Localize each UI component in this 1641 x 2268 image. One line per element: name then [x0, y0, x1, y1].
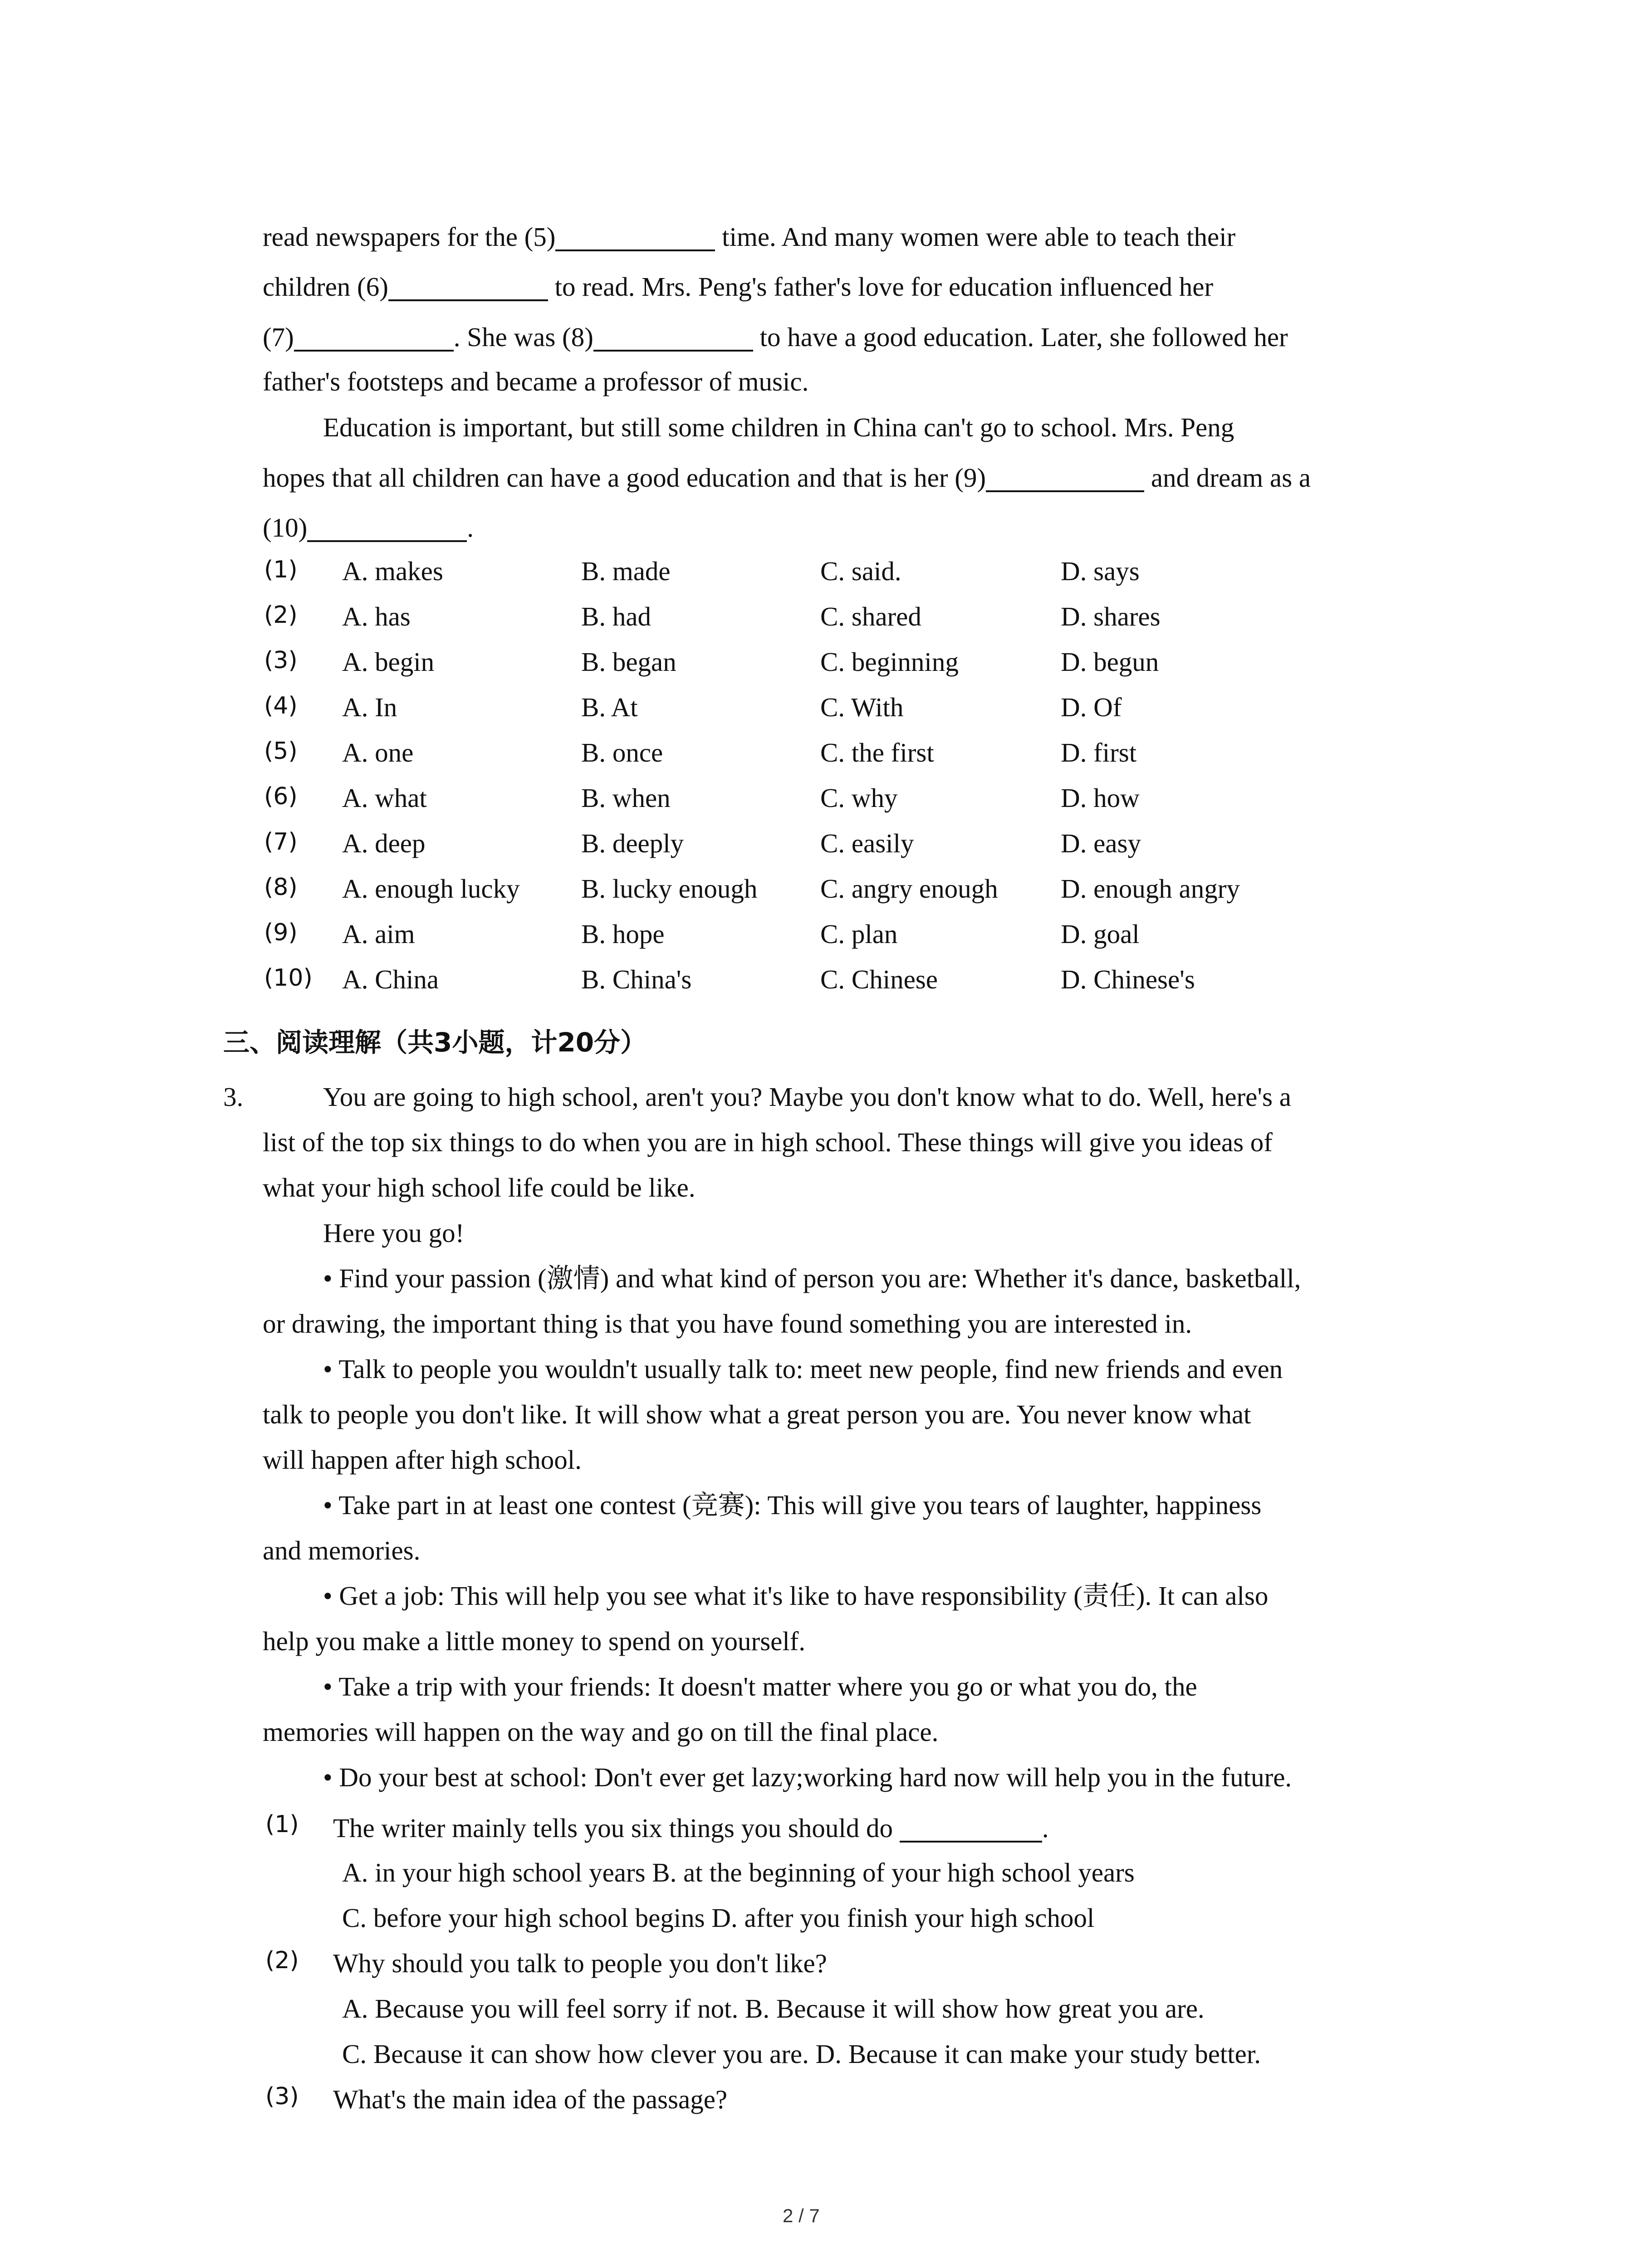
option-b[interactable]: B. made [581, 556, 671, 586]
option-line[interactable]: A. Because you will feel sorry if not. B. Because it will show how great you are. [342, 1994, 1205, 2024]
passage-line [263, 323, 1288, 352]
answer-blank-10[interactable] [307, 513, 467, 542]
question-number: (1) [264, 556, 298, 583]
bullet-item: • Find your passion (激情) and what kind of person you are: Whether it's dance, basketball, [323, 1263, 1301, 1293]
answer-blank-6[interactable] [388, 273, 548, 301]
option-c[interactable]: C. shared [820, 601, 921, 631]
question-text: . [1042, 1813, 1049, 1843]
option-d[interactable]: D. enough angry [1061, 874, 1240, 904]
option-a[interactable]: A. aim [342, 919, 415, 949]
option-c[interactable]: C. With [820, 692, 904, 722]
answer-blank[interactable] [900, 1814, 1042, 1843]
option-line[interactable]: C. before your high school begins D. after you finish your high school [342, 1903, 1095, 1933]
question-number: (6) [264, 783, 298, 810]
question-number: (7) [264, 828, 298, 855]
bullet-item: • Talk to people you wouldn't usually talk to: meet new people, find new friends and even [323, 1354, 1283, 1384]
question-stem: Why should you talk to people you don't like? [333, 1948, 827, 1978]
question-number: (2) [264, 601, 298, 629]
passage-text: hopes that all children can have a good education and that is her (9) [263, 463, 986, 493]
question-number: (1) [265, 1811, 299, 1838]
option-d[interactable]: D. Chinese's [1061, 964, 1195, 994]
option-d[interactable]: D. shares [1061, 601, 1161, 631]
passage-text: and dream as a [1144, 463, 1311, 493]
option-line[interactable]: C. Because it can show how clever you are. D. Because it can make your study better. [342, 2039, 1261, 2069]
question-text: The writer mainly tells you six things you should do [333, 1813, 893, 1843]
passage-line: list of the top six things to do when you are in high school. These things will give you ideas of [263, 1127, 1273, 1157]
option-d[interactable]: D. how [1061, 783, 1140, 813]
option-a[interactable]: A. In [342, 692, 397, 722]
passage-line: Here you go! [323, 1218, 465, 1248]
passage-text: children (6) [263, 272, 388, 302]
passage-line: father's footsteps and became a professor of music. [263, 367, 809, 396]
answer-blank-8[interactable] [593, 323, 753, 352]
option-d[interactable]: D. first [1061, 738, 1137, 767]
question-number: (5) [264, 738, 298, 765]
option-c[interactable]: C. plan [820, 919, 898, 949]
question-number: (10) [264, 964, 313, 992]
option-c[interactable]: C. said. [820, 556, 901, 586]
question-number: (8) [264, 874, 298, 901]
option-a[interactable]: A. one [342, 738, 414, 767]
option-a[interactable]: A. has [342, 601, 411, 631]
option-b[interactable]: B. had [581, 601, 652, 631]
answer-blank-7[interactable] [294, 323, 454, 352]
section-heading: 三、阅读理解（共3小题，计20分） [223, 1027, 647, 1058]
option-a[interactable]: A. enough lucky [342, 874, 520, 904]
question-stem: What's the main idea of the passage? [333, 2084, 728, 2114]
passage-line: will happen after high school. [263, 1445, 582, 1475]
passage-line: or drawing, the important thing is that you have found something you are interested in. [263, 1309, 1192, 1339]
option-a[interactable]: A. what [342, 783, 427, 813]
answer-blank-9[interactable] [986, 464, 1144, 492]
bullet-item: • Do your best at school: Don't ever get lazy;working hard now will help you in the future. [323, 1762, 1292, 1792]
passage-text: . She was (8) [453, 322, 593, 352]
question-number: (3) [264, 647, 298, 674]
option-d[interactable]: D. says [1061, 556, 1140, 586]
option-b[interactable]: B. once [581, 738, 663, 767]
passage-text: read newspapers for the (5) [263, 222, 556, 252]
passage-line: talk to people you don't like. It will show what a great person you are. You never know what [263, 1399, 1251, 1429]
option-a[interactable]: A. deep [342, 828, 426, 858]
option-c[interactable]: C. Chinese [820, 964, 938, 994]
passage-line: what your high school life could be like. [263, 1173, 696, 1202]
passage-line [263, 513, 474, 542]
option-c[interactable]: C. the first [820, 738, 934, 767]
passage-text: . [467, 513, 474, 543]
passage-text: to read. Mrs. Peng's father's love for education influenced her [548, 272, 1214, 302]
bullet-item: • Take part in at least one contest (竞赛): This will give you tears of laughter, happiness [323, 1490, 1262, 1520]
option-d[interactable]: D. begun [1061, 647, 1159, 677]
passage-line [263, 464, 1311, 492]
bullet-item: • Get a job: This will help you see what it's like to have responsibility (责任). It can also [323, 1581, 1269, 1611]
question-number: (4) [264, 692, 298, 719]
option-b[interactable]: B. when [581, 783, 671, 813]
option-b[interactable]: B. China's [581, 964, 692, 994]
option-a[interactable]: A. begin [342, 647, 435, 677]
option-d[interactable]: D. easy [1061, 828, 1141, 858]
option-b[interactable]: B. lucky enough [581, 874, 758, 904]
option-c[interactable]: C. easily [820, 828, 914, 858]
option-b[interactable]: B. began [581, 647, 676, 677]
passage-line: and memories. [263, 1535, 421, 1565]
answer-blank-5[interactable] [555, 223, 715, 251]
passage-line [263, 223, 1235, 251]
bullet-item: • Take a trip with your friends: It doesn't matter where you go or what you do, the [323, 1672, 1197, 1701]
passage-line [263, 273, 1213, 301]
option-a[interactable]: A. makes [342, 556, 443, 586]
passage-line: help you make a little money to spend on yourself. [263, 1626, 806, 1656]
option-c[interactable]: C. beginning [820, 647, 959, 677]
option-d[interactable]: D. goal [1061, 919, 1140, 949]
page-number: 2 / 7 [783, 2205, 820, 2226]
option-c[interactable]: C. angry enough [820, 874, 998, 904]
passage-text: (10) [263, 513, 308, 543]
option-line[interactable]: A. in your high school years B. at the beginning of your high school years [342, 1857, 1135, 1887]
option-d[interactable]: D. Of [1061, 692, 1122, 722]
passage-text: (7) [263, 322, 294, 352]
question-stem [333, 1814, 1049, 1843]
passage-text: to have a good education. Later, she followed her [753, 322, 1288, 352]
passage-line: You are going to high school, aren't you? Maybe you don't know what to do. Well, here's a [323, 1082, 1291, 1112]
question-number: (3) [265, 2083, 299, 2110]
option-a[interactable]: A. China [342, 964, 439, 994]
option-b[interactable]: B. deeply [581, 828, 684, 858]
question-number: 3. [223, 1082, 244, 1112]
question-number: (9) [264, 919, 298, 946]
option-c[interactable]: C. why [820, 783, 898, 813]
option-b[interactable]: B. At [581, 692, 638, 722]
passage-line: Education is important, but still some children in China can't go to school. Mrs. Peng [323, 412, 1234, 442]
passage-line: memories will happen on the way and go on till the final place. [263, 1717, 939, 1747]
option-b[interactable]: B. hope [581, 919, 665, 949]
passage-text: time. And many women were able to teach their [715, 222, 1236, 252]
question-number: (2) [265, 1947, 299, 1974]
